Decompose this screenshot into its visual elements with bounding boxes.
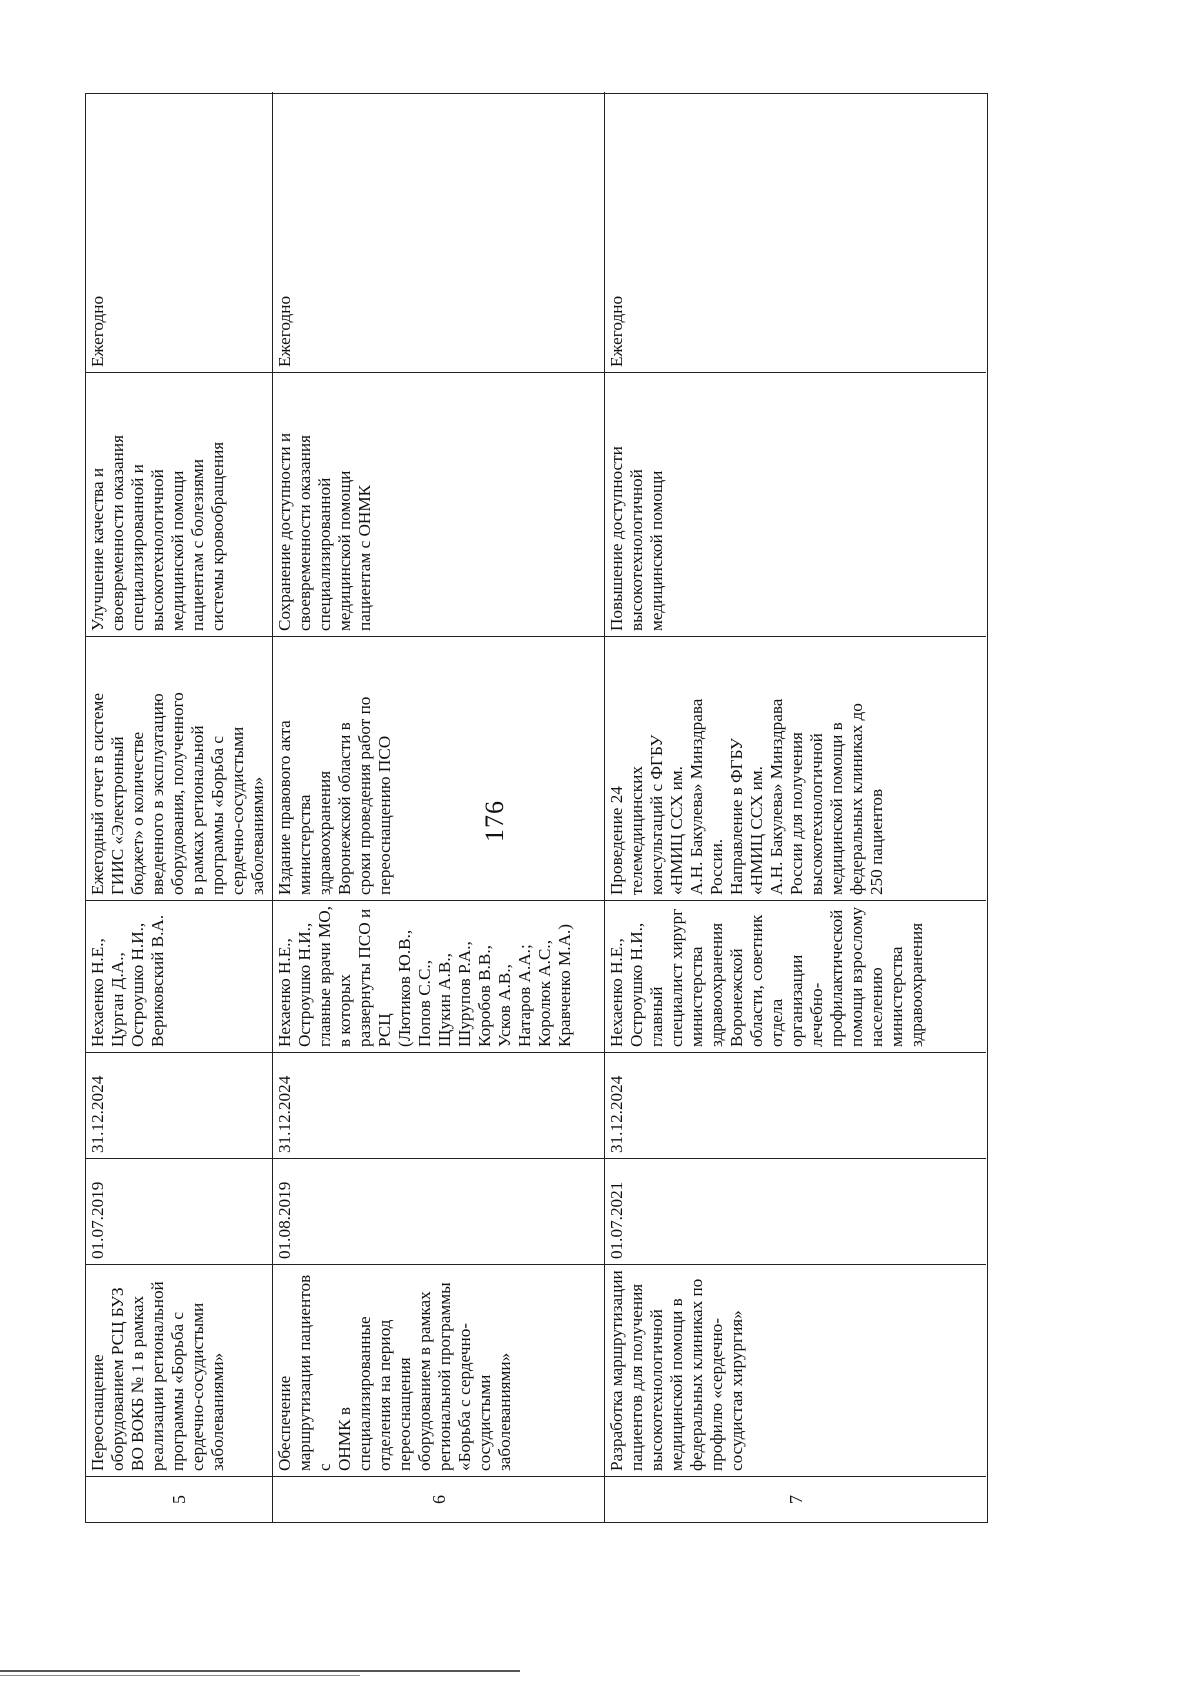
expected-result: Ежегодный отчет в системе ГИИС «Электронный бюджет» о количестве введенного в эксплуатацию оборудования, полученного в рамках региональной программы «Борьба с сердечно-сосудистыми заболеваниями»: [86, 636, 272, 900]
start-date: 01.08.2019: [273, 1158, 604, 1264]
plan-table: [85, 93, 988, 1523]
end-date: 31.12.2024: [605, 1052, 986, 1158]
measure-name: Разработка маршрутизации пациентов для получения высокотехнологичной медицинской помощи в федеральных клиниках по профилю «сердечно- сосудистая хирургия»: [605, 1264, 986, 1476]
expected-result: Издание правового акта министерства здравоохранения Воронежской области в сроки проведения работ по переоснащению ПСО: [273, 636, 604, 900]
row-number: 7: [605, 1476, 986, 1522]
end-date: 31.12.2024: [273, 1052, 604, 1158]
table-row-6: [272, 92, 604, 1522]
measure-name: Переоснащение оборудованием РСЦ БУЗ ВО ВОКБ № 1 в рамках реализации региональной программы «Борьба с сердечно-сосудистыми заболеваниями»: [86, 1264, 272, 1476]
page-number: 176: [480, 800, 509, 842]
periodicity: Ежегодно: [607, 295, 626, 367]
table-row-5: [86, 92, 272, 1522]
start-date: 01.07.2019: [86, 1158, 272, 1264]
table-row-7: [604, 92, 986, 1522]
effect-description: Сохранение доступности и своевременности оказания специализированной медицинской помощи пациентам с ОНМК: [273, 372, 604, 636]
start-date: 01.07.2021: [605, 1158, 986, 1264]
expected-result: Проведение 24 телемедицинских консультаций с ФГБУ «НМИЦ ССХ им. А.Н. Бакулева» Минздрава России. Направление в ФГБУ «НМИЦ ССХ им. А.Н. Бакулева» Минздрава России для получения высокотехнологичной медицинской помощи в федеральных клиниках до 250 пациентов: [605, 636, 986, 900]
measure-name: Обеспечение маршрутизации пациентов с ОНМК в специализированные отделения на период переоснащения оборудованием в рамках региональной программы «Борьба с сердечно- сосудистыми заболеваниями»: [273, 1264, 604, 1476]
end-date: 31.12.2024: [86, 1052, 272, 1158]
responsible-persons: Нехаенко Н.Е., Остроушко Н.И., главный специалист хирург министерства здравоохранения Воронежской области, советник отдела организации лечебно- профилактической помощи взрослому населению министерства здравоохранения: [605, 900, 986, 1052]
scan-artifact-line: [0, 1675, 360, 1676]
effect-description: Улучшение качества и своевременности оказания специализированной и высокотехнологичной медицинской помощи пациентам с болезнями системы кровообращения: [86, 372, 272, 636]
periodicity: Ежегодно: [275, 295, 294, 367]
scan-artifact-line: [0, 1670, 520, 1672]
row-number: 6: [273, 1476, 604, 1522]
periodicity: Ежегодно: [88, 295, 107, 367]
responsible-persons: Нехаенко Н.Е., Цурган Д.А., Остроушко Н.И., Вериковский В.А.: [86, 900, 272, 1052]
responsible-persons: Нехаенко Н.Е., Остроушко Н.И., главные врачи МО, в которых развернуты ПСО и РСЦ (Лютиков Ю.В., Попов С.С., Щукин А.В., Шурупов Р.А., Коробов В.В., Усков А.В., Натаров А.А.; Королюк А.С., Кравченко М.А.): [273, 900, 604, 1052]
effect-description: Повышение доступности высокотехнологичной медицинской помощи: [605, 372, 986, 636]
row-number: 5: [86, 1476, 272, 1522]
